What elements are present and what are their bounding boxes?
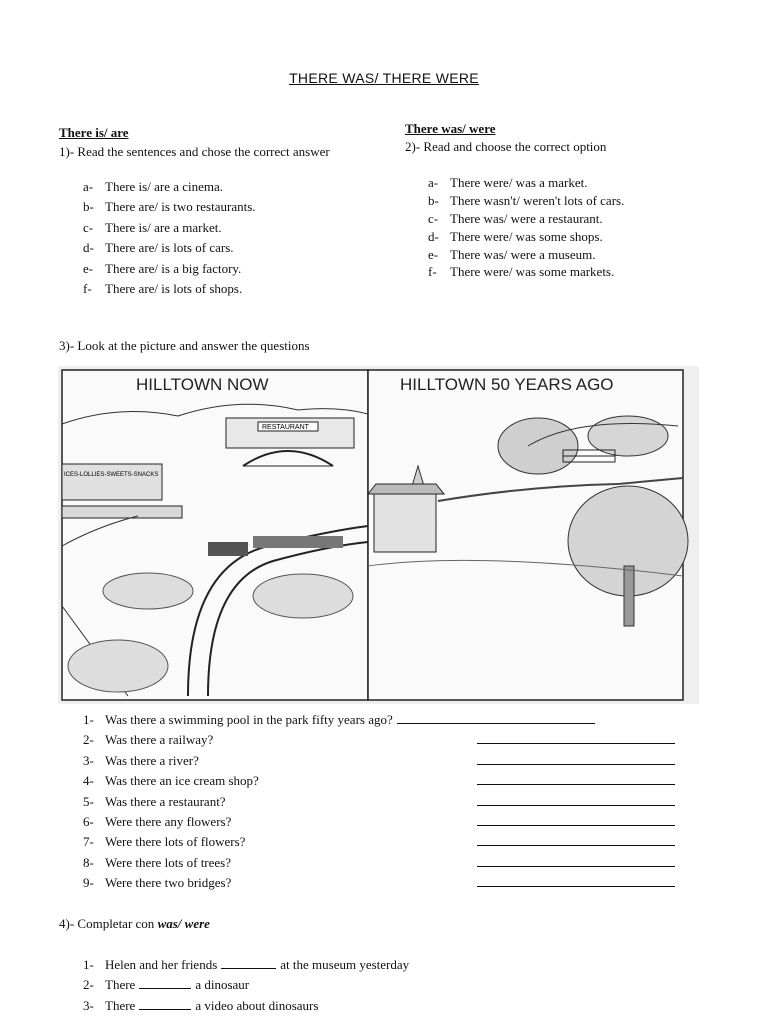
- section4-instruction: [59, 916, 210, 932]
- option-sentence: There wasn't/ weren't lots of cars.: [450, 192, 625, 208]
- option-text: [105, 197, 256, 217]
- section1-list: [83, 177, 383, 299]
- question-sentence: Were there any flowers?: [105, 813, 232, 829]
- option-sentence: There are/ is lots of cars.: [105, 240, 234, 256]
- option-sentence: There is/ are a market.: [105, 219, 222, 235]
- option-sentence: There are/ is lots of shops.: [105, 280, 243, 296]
- option-item: [83, 218, 383, 238]
- option-sentence: There was/ were a museum.: [450, 246, 596, 262]
- answer-blank[interactable]: [139, 999, 191, 1010]
- option-item: [428, 263, 728, 281]
- section4-instruction-prefix: 4)- Completar con: [59, 916, 158, 931]
- option-text: [450, 192, 624, 210]
- question-text: [105, 771, 259, 791]
- picture-left-title: HILLTOWN NOW: [136, 375, 269, 394]
- question-marker: 8-: [83, 854, 94, 870]
- completion-item: [83, 955, 683, 975]
- completion-marker: 3-: [83, 997, 94, 1013]
- option-sentence: There was/ were a restaurant.: [450, 210, 603, 226]
- question-item: [83, 792, 683, 812]
- sentence-end: a video about dinosaurs: [195, 997, 319, 1013]
- question-sentence: Were there lots of flowers?: [105, 834, 246, 850]
- question-item: [83, 710, 683, 730]
- option-sentence: There are/ is a big factory.: [105, 260, 242, 276]
- option-marker: d-: [428, 228, 439, 244]
- sentence-start: There: [105, 977, 136, 993]
- completion-text: [105, 975, 249, 995]
- option-marker: d-: [83, 240, 94, 256]
- restaurant-sign: RESTAURANT: [262, 424, 309, 431]
- section2-list: [428, 174, 728, 281]
- option-text: [105, 177, 223, 197]
- option-text: [105, 259, 241, 279]
- question-item: [83, 853, 683, 873]
- shop-sign: ICES-LOLLIES-SWEETS-SNACKS: [64, 472, 159, 478]
- answer-line[interactable]: [477, 825, 675, 826]
- option-item: [83, 259, 383, 279]
- hilltown-picture: [58, 366, 699, 704]
- sentence-end: at the museum yesterday: [280, 957, 410, 972]
- sentence-start: There: [105, 997, 136, 1013]
- option-item: [428, 228, 728, 246]
- section1-heading: There is/ are: [59, 125, 129, 140]
- question-marker: 1-: [83, 712, 94, 727]
- sentence-start: Helen and her friends: [105, 957, 218, 972]
- question-sentence: Was there a railway?: [105, 732, 214, 748]
- option-sentence: There are/ is two restaurants.: [105, 199, 256, 215]
- question-marker: 2-: [83, 732, 94, 748]
- option-text: [105, 238, 234, 258]
- hilltown-illustration: [58, 366, 699, 704]
- option-marker: f-: [428, 264, 437, 280]
- option-text: [450, 246, 595, 264]
- option-sentence: There were/ was some shops.: [450, 228, 603, 244]
- section4-list: [83, 955, 683, 1016]
- option-item: [83, 177, 383, 197]
- question-sentence: Was there a river?: [105, 752, 199, 768]
- option-text: [105, 279, 242, 299]
- answer-line[interactable]: [477, 886, 675, 887]
- question-sentence: Were there two bridges?: [105, 875, 232, 891]
- completion-item: [83, 996, 683, 1016]
- answer-line[interactable]: [477, 805, 675, 806]
- question-sentence: Was there a restaurant?: [105, 793, 226, 809]
- option-item: [428, 192, 728, 210]
- completion-item: [83, 975, 683, 995]
- question-sentence: Was there a swimming pool in the park fifty years ago?: [105, 712, 393, 727]
- question-marker: 7-: [83, 834, 94, 850]
- option-item: [83, 197, 383, 217]
- section3-instruction: 3)- Look at the picture and answer the questions: [59, 338, 310, 353]
- section4-instruction-emph: was/ were: [157, 916, 210, 931]
- question-marker: 5-: [83, 793, 94, 809]
- answer-blank[interactable]: [221, 958, 276, 969]
- option-marker: a-: [83, 179, 94, 194]
- worksheet-title: THERE WAS/ THERE WERE: [289, 70, 479, 86]
- question-marker: 3-: [83, 752, 94, 768]
- questions-list: [83, 710, 683, 894]
- option-marker: a-: [428, 175, 439, 190]
- question-text: [105, 873, 231, 893]
- answer-line[interactable]: [477, 743, 675, 744]
- question-text: [105, 730, 213, 750]
- question-item: [83, 873, 683, 893]
- question-text: [105, 710, 595, 730]
- question-marker: 6-: [83, 813, 94, 829]
- answer-line[interactable]: [397, 713, 595, 724]
- question-item: [83, 730, 683, 750]
- question-item: [83, 812, 683, 832]
- option-marker: e-: [428, 246, 439, 262]
- question-item: [83, 771, 683, 791]
- question-sentence: Were there lots of trees?: [105, 854, 232, 870]
- question-text: [105, 853, 231, 873]
- section1-instruction: 1)- Read the sentences and chose the correct answer: [59, 144, 330, 159]
- completion-marker: 2-: [83, 977, 94, 993]
- section2-instruction: 2)- Read and choose the correct option: [405, 139, 607, 154]
- option-sentence: There were/ was a market.: [450, 175, 588, 190]
- question-sentence: Was there an ice cream shop?: [105, 773, 259, 789]
- answer-line[interactable]: [477, 764, 675, 765]
- option-text: [105, 218, 222, 238]
- option-item: [428, 210, 728, 228]
- option-marker: f-: [83, 280, 92, 296]
- option-marker: b-: [428, 192, 439, 208]
- option-text: [450, 228, 603, 246]
- option-item: [428, 174, 728, 192]
- option-sentence: There is/ are a cinema.: [105, 179, 224, 194]
- option-item: [428, 246, 728, 264]
- completion-text: [105, 996, 318, 1016]
- option-text: [450, 263, 614, 281]
- option-item: [83, 238, 383, 258]
- picture-right-title: HILLTOWN 50 YEARS AGO: [400, 375, 614, 394]
- option-item: [83, 279, 383, 299]
- option-marker: e-: [83, 260, 94, 276]
- question-marker: 4-: [83, 773, 94, 789]
- question-text: [105, 832, 245, 852]
- section2-heading: There was/ were: [405, 121, 496, 136]
- answer-blank[interactable]: [139, 978, 191, 989]
- completion-text: [105, 955, 409, 975]
- option-text: [450, 174, 588, 192]
- question-item: [83, 751, 683, 771]
- option-sentence: There were/ was some markets.: [450, 264, 615, 280]
- question-text: [105, 751, 199, 771]
- option-text: [450, 210, 603, 228]
- option-marker: c-: [83, 219, 94, 235]
- option-marker: c-: [428, 210, 439, 226]
- answer-line[interactable]: [477, 866, 675, 867]
- question-text: [105, 812, 231, 832]
- completion-marker: 1-: [83, 957, 94, 972]
- answer-line[interactable]: [477, 845, 675, 846]
- question-text: [105, 792, 226, 812]
- question-marker: 9-: [83, 875, 94, 891]
- question-item: [83, 832, 683, 852]
- sentence-end: a dinosaur: [195, 977, 250, 993]
- option-marker: b-: [83, 199, 94, 215]
- answer-line[interactable]: [477, 784, 675, 785]
